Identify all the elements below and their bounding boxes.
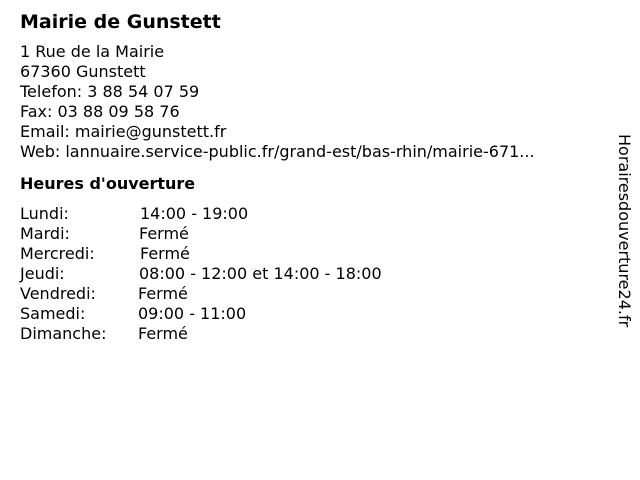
business-card: [20, 10, 600, 344]
page-title: Mairie de Gunstett: [20, 11, 221, 33]
contact-block: [20, 42, 600, 162]
hours-day-label: Mardi:: [20, 224, 70, 243]
email-line: Email: mairie@gunstett.fr: [20, 122, 227, 141]
hours-day-label: Samedi:: [20, 304, 86, 323]
hours-time-value: 09:00 - 11:00: [138, 304, 247, 323]
hours-row-friday: [20, 284, 600, 304]
hours-time-value: Fermé: [138, 324, 188, 343]
hours-row-wednesday: [20, 244, 600, 264]
address-line-2: 67360 Gunstett: [20, 62, 146, 81]
hours-row-sunday: [20, 324, 600, 344]
hours-day-label: Lundi:: [20, 204, 69, 223]
hours-row-saturday: [20, 304, 600, 324]
hours-day-label: Vendredi:: [20, 284, 96, 303]
hours-row-tuesday: [20, 224, 600, 244]
hours-day-label: Mercredi:: [20, 244, 95, 263]
hours-time-value: Fermé: [140, 244, 190, 263]
hours-row-thursday: [20, 264, 600, 284]
address-line-1: 1 Rue de la Mairie: [20, 42, 165, 61]
hours-time-value: Fermé: [138, 284, 188, 303]
site-watermark: Horairesdouverture24.fr: [615, 134, 634, 328]
hours-time-value: 14:00 - 19:00: [140, 204, 249, 223]
phone-line: Telefon: 3 88 54 07 59: [20, 82, 200, 101]
web-line: Web: lannuaire.service-public.fr/grand-est/bas-rhin/mairie-671...: [20, 142, 535, 161]
hours-time-value: 08:00 - 12:00 et 14:00 - 18:00: [139, 264, 382, 283]
hours-day-label: Dimanche:: [20, 324, 107, 343]
hours-time-value: Fermé: [139, 224, 189, 243]
fax-line: Fax: 03 88 09 58 76: [20, 102, 180, 121]
hours-title: Heures d'ouverture: [20, 174, 196, 193]
hours-day-label: Jeudi:: [20, 264, 65, 283]
hours-table: [20, 204, 600, 344]
hours-row-monday: [20, 204, 600, 224]
